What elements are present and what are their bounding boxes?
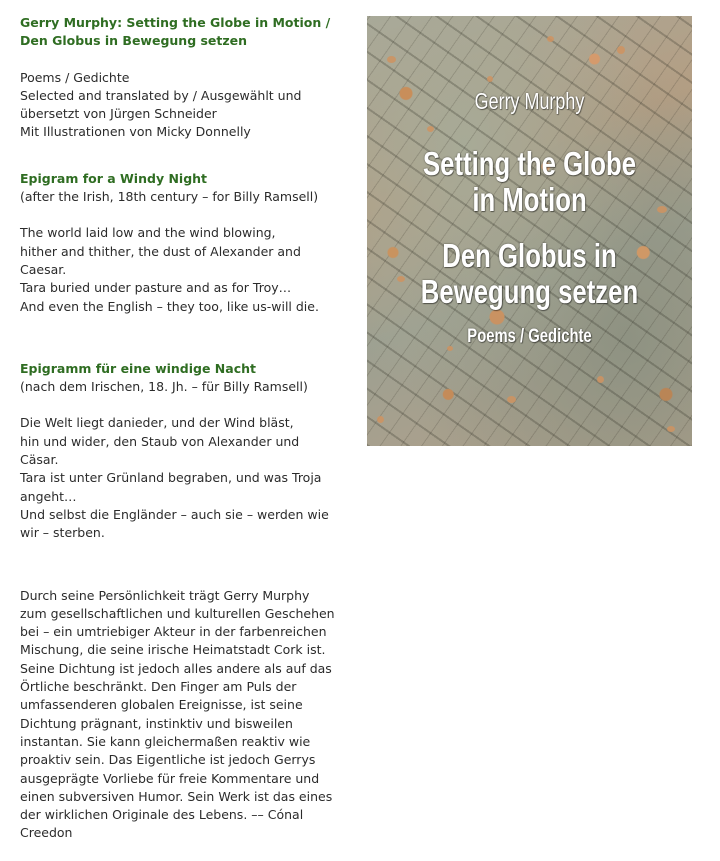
poem-de-body	[20, 414, 355, 542]
cover-title-en-line-2: in Motion	[472, 181, 587, 218]
book-meta	[20, 69, 355, 142]
cover-title-de-line-1: Den Globus in	[442, 237, 617, 274]
book-cover-image	[367, 16, 692, 446]
poem-line: hither and thither, the dust of Alexander and	[20, 243, 301, 259]
review-line: Seine Dichtung ist jedoch alles andere als auf das	[20, 660, 332, 676]
poem-de-subtitle: (nach dem Irischen, 18. Jh. – für Billy Ramsell)	[20, 379, 308, 395]
review-line: der wirklichen Originale des Lebens. –– Cónal	[20, 807, 304, 823]
review-line: Örtliche beschränkt. Den Finger am Puls der	[20, 679, 297, 695]
poem-line: Tara buried under pasture and as for Troy…	[20, 280, 292, 296]
cover-title-de	[403, 238, 657, 310]
review-line: Durch seine Persönlichkeit trägt Gerry Murphy	[20, 587, 310, 603]
book-title	[20, 14, 355, 51]
poem-en-title: Epigram for a Windy Night	[20, 170, 208, 186]
poem-line: hin und wider, den Staub von Alexander und	[20, 433, 300, 449]
review-line: instantan. Sie kann gleichermaßen reaktiv wie	[20, 733, 311, 749]
cover-subtitle: Poems / Gedichte	[467, 326, 592, 347]
book-title-line-2: Den Globus in Bewegung setzen	[20, 33, 248, 49]
poem-line: The world laid low and the wind blowing,	[20, 225, 276, 241]
review-line: bei – ein umtriebiger Akteur in der farbenreichen	[20, 624, 327, 640]
cover-title-en	[403, 146, 657, 218]
review-text	[20, 587, 355, 843]
meta-line: Selected and translated by / Ausgewählt und	[20, 87, 302, 103]
poem-line: Caesar.	[20, 261, 67, 277]
review-line: Mischung, die seine irische Heimatstadt Cork ist.	[20, 642, 326, 658]
cover-title-de-line-2: Bewegung setzen	[420, 273, 639, 310]
review-line: Dichtung prägnant, instinktiv und bisweilen	[20, 715, 293, 731]
poem-line: And even the English – they too, like us-will die.	[20, 298, 319, 314]
poem-de-title: Epigramm für eine windige Nacht	[20, 360, 256, 376]
review-line: einen subversiven Humor. Sein Werk ist das eines	[20, 788, 333, 804]
book-title-line-1: Gerry Murphy: Setting the Globe in Motion /	[20, 15, 331, 30]
poem-line: angeht…	[20, 488, 77, 504]
poem-line: Die Welt liegt danieder, und der Wind bläst,	[20, 415, 294, 431]
review-line: umfassenderen globalen Ereignisse, ist seine	[20, 697, 303, 713]
cover-title-en-line-1: Setting the Globe	[422, 145, 637, 182]
poem-line: wir – sterben.	[20, 525, 105, 541]
review-line: proaktiv sein. Das Eigentliche ist jedoch Gerrys	[20, 752, 316, 768]
poem-en-body	[20, 224, 355, 315]
cover-author: Gerry Murphy	[474, 88, 585, 114]
review-line: Creedon	[20, 825, 73, 841]
meta-line: übersetzt von Jürgen Schneider	[20, 106, 217, 122]
poem-line: Cäsar.	[20, 452, 59, 468]
meta-line: Poems / Gedichte	[20, 69, 130, 85]
poem-line: Und selbst die Engländer – auch sie – werden wie	[20, 506, 329, 522]
meta-line: Mit Illustrationen von Micky Donnelly	[20, 124, 251, 140]
review-line: ausgeprägte Vorliebe für freie Kommentare und	[20, 770, 320, 786]
poem-line: Tara ist unter Grünland begraben, und was Troja	[20, 470, 322, 486]
text-column	[20, 14, 355, 843]
poem-en-subtitle: (after the Irish, 18th century – for Billy Ramsell)	[20, 189, 319, 205]
review-line: zum gesellschaftlichen und kulturellen Geschehen	[20, 605, 335, 621]
